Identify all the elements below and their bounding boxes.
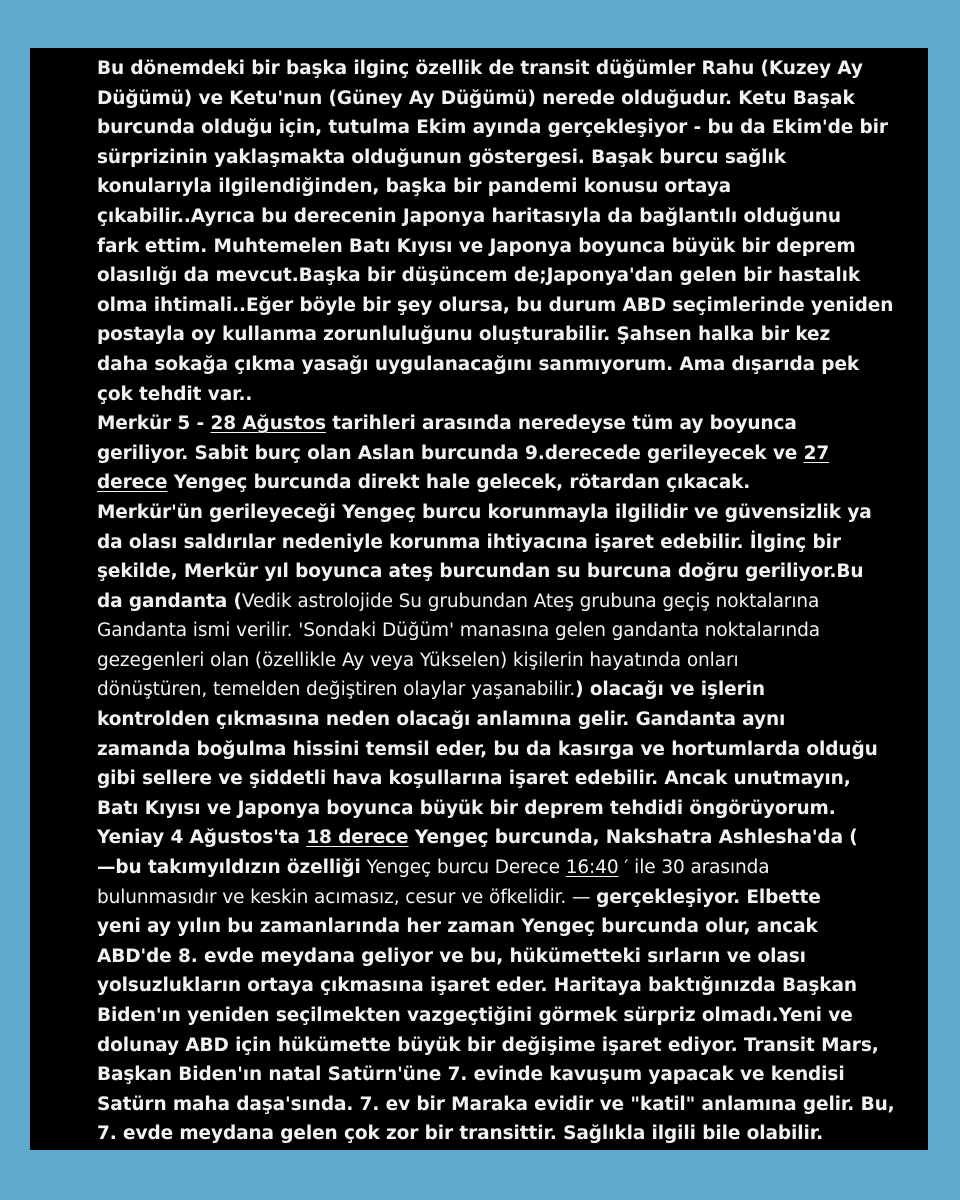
text-panel — [30, 48, 928, 1150]
text-line: —bu takımyıldızın özelliği Yengeç burcu Derece 16:40 ′ ile 30 arasında — [97, 857, 770, 879]
text-line: dönüştüren, temelden değiştiren olaylar yaşanabilir.) olacağı ve işlerin — [97, 679, 765, 701]
text-line: Batı Kıyısı ve Japonya boyunca büyük bir deprem tehdidi öngörüyorum. — [97, 797, 836, 819]
text-line: şekilde, Merkür yıl boyunca ateş burcundan su burcuna doğru geriliyor.Bu — [97, 561, 864, 583]
definition-text: dönüştüren, temelden değiştiren olaylar yaşanabilir. — [97, 679, 576, 701]
text-line: Yeniay 4 Ağustos'ta 18 derece Yengeç burcunda, Nakshatra Ashlesha'da ( — [97, 827, 858, 849]
text-line: Başkan Biden'ın natal Satürn'üne 7. evinde kavuşum yapacak ve kendisi — [97, 1064, 845, 1086]
text-line: olasılığı da mevcut.Başka bir düşüncem de;Japonya'dan gelen bir hastalık — [97, 265, 861, 287]
text-line: bulunmasıdır ve keskin acımasız, cesur ve öfkelidir. — gerçekleşiyor. Elbette — [97, 886, 821, 908]
text-line: zamanda boğulma hissini temsil eder, bu da kasırga ve hortumlarda olduğu — [97, 738, 878, 760]
text-line: gibi sellere ve şiddetli hava koşullarına işaret edebilir. Ancak unutmayın, — [97, 768, 851, 790]
text-line: yeni ay yılın bu zamanlarında her zaman Yengeç burcunda olur, ancak — [97, 916, 818, 938]
text-line: olma ihtimali..Eğer böyle bir şey olursa, bu durum ABD seçimlerinde yeniden — [97, 294, 894, 316]
text-line: sürprizinin yaklaşmakta olduğunun göstergesi. Başak burcu sağlık — [97, 146, 786, 168]
text-line: da gandanta (Vedik astrolojide Su grubundan Ateş grubuna geçiş noktalarına — [97, 590, 820, 612]
text-line: 7. evde meydana gelen çok zor bir transittir. Sağlıkla ilgili bile olabilir. — [97, 1123, 824, 1145]
underlined-degree: 18 derece — [306, 827, 409, 849]
text-line: derece Yengeç burcunda direkt hale gelecek, rötardan çıkacak. — [97, 472, 751, 494]
text-line: Merkür 5 - 28 Ağustos tarihleri arasında neredeyse tüm ay boyunca — [97, 413, 797, 435]
text-line: da olası saldırılar nedeniyle korunma ihtiyacına işaret edebilir. İlginç bir — [97, 531, 841, 553]
text-line: burcunda olduğu için, tutulma Ekim ayında gerçekleşiyor - bu da Ekim'de bir — [97, 117, 888, 139]
text-line: çıkabilir..Ayrıca bu derecenin Japonya haritasıyla da bağlantılı olduğunu — [97, 205, 841, 227]
text-line: Biden'ın yeniden seçilmekten vazgeçtiğini görmek sürpriz olmadı.Yeni ve — [97, 1005, 853, 1026]
text-line: dolunay ABD için hükümette büyük bir değişime işaret ediyor. Transit Mars, — [97, 1034, 879, 1056]
text-line: postayla oy kullanma zorunluluğunu oluşturabilir. Şahsen halka bir kez — [97, 324, 831, 346]
text-line: ABD'de 8. evde meydana geliyor ve bu, hükümetteki sırların ve olası — [97, 945, 806, 967]
text-line: Düğümü) ve Ketu'nun (Güney Ay Düğümü) nerede olduğudur. Ketu Başak — [97, 87, 855, 109]
text-line: yolsuzlukların ortaya çıkmasına işaret eder. Haritaya baktığınızda Başkan — [97, 975, 857, 997]
text-line: fark ettim. Muhtemelen Batı Kıyısı ve Japonya boyunca büyük bir deprem — [97, 235, 856, 257]
text-line: geriliyor. Sabit burç olan Aslan burcunda 9.derecede gerileyecek ve 27 — [97, 442, 830, 464]
text-line: daha sokağa çıkma yasağı uygulanacağını sanmıyorum. Ama dışarıda pek — [97, 353, 860, 375]
text-line: Bu dönemdeki bir başka ilginç özellik de transit düğümler Rahu (Kuzey Ay — [97, 58, 863, 79]
text-line: Merkür'ün gerileyeceği Yengeç burcu korunmayla ilgilidir ve güvensizlik ya — [97, 501, 872, 523]
text-line: Satürn maha daşa'sında. 7. ev bir Maraka evidir ve "katil" anlamına gelir. Bu, — [97, 1093, 895, 1115]
underlined-date: 28 Ağustos — [210, 413, 326, 435]
underlined-degree: 16:40 — [565, 857, 619, 879]
text-line: konularıyla ilgilendiğinden, başka bir pandemi konusu ortaya — [97, 176, 732, 198]
article-text — [97, 54, 895, 1149]
underlined-degree: derece — [97, 472, 168, 494]
definition-text: Vedik astrolojide Su grubundan Ateş grubuna geçiş noktalarına — [241, 590, 820, 612]
text-line: kontrolden çıkmasına neden olacağı anlamına gelir. Gandanta aynı — [97, 709, 786, 731]
text-line: çok tehdit var.. — [97, 383, 253, 405]
text-line: Gandanta ismi verilir. 'Sondaki Düğüm' manasına gelen gandanta noktalarında — [97, 620, 820, 642]
text-line: gezegenleri olan (özellikle Ay veya Yükselen) kişilerin hayatında onları — [97, 649, 739, 671]
underlined-degree: 27 — [803, 442, 830, 464]
